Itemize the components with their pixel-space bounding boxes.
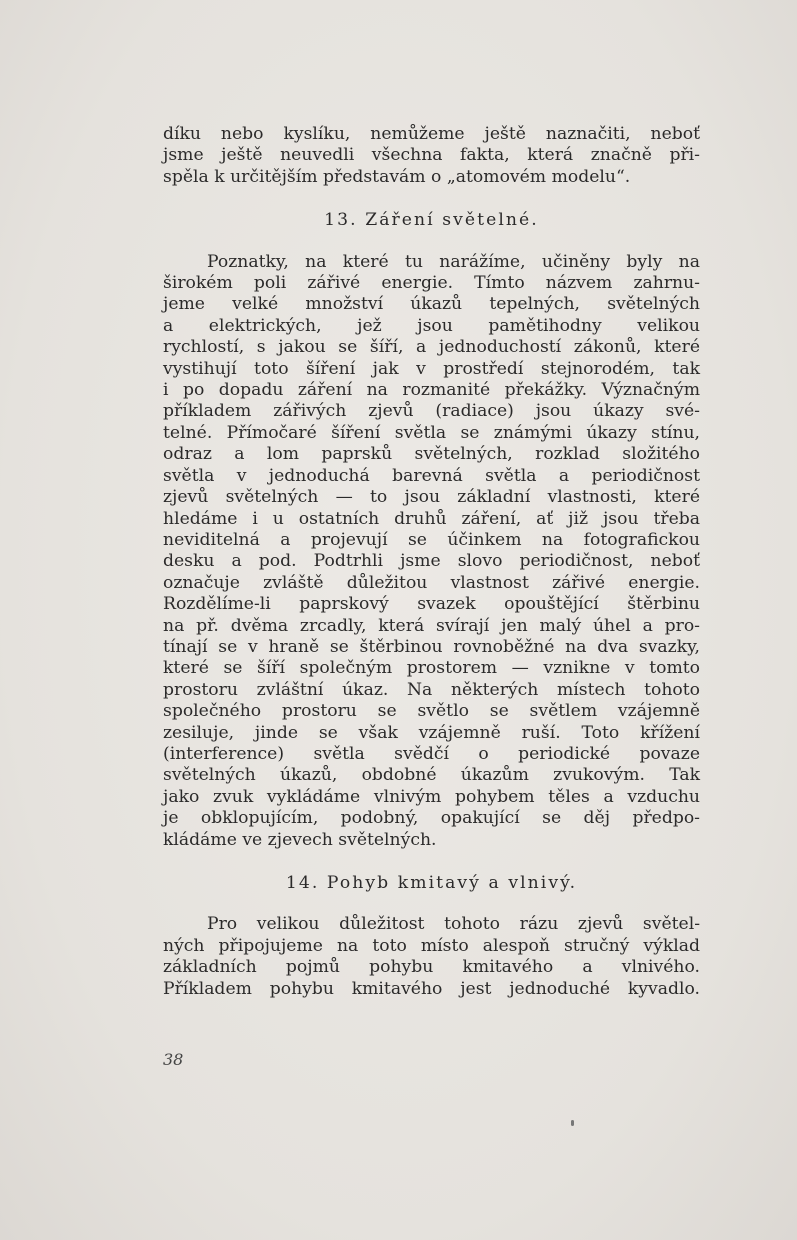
intro-paragraph bbox=[163, 124, 700, 188]
text-line: desku a pod. Podtrhli jsme slovo periodičnost, neboť bbox=[163, 551, 700, 572]
text-line: širokém poli zářivé energie. Tímto názvem zahrnu- bbox=[163, 273, 700, 294]
text-line: prostoru zvláštní úkaz. Na některých místech tohoto bbox=[163, 679, 700, 700]
text-line: zesiluje, jinde se však vzájemně ruší. Toto křížení bbox=[163, 722, 700, 743]
text-line: neviditelná a projevují se účinkem na fotografickou bbox=[163, 529, 700, 550]
page-number: 38 bbox=[163, 1050, 184, 1069]
text-line: kládáme ve zjevech světelných. bbox=[163, 829, 437, 850]
section-14-heading: 14. Pohyb kmitavý a vlnivý. bbox=[285, 873, 578, 893]
text-line: hledáme i u ostatních druhů záření, ať již jsou třeba bbox=[163, 508, 700, 529]
text-line: jeme velké množství úkazů tepelných, světelných bbox=[163, 294, 700, 315]
text-line: vystihují toto šíření jak v prostředí stejnorodém, tak bbox=[163, 358, 700, 379]
text-line: na př. dvěma zrcadly, která svírají jen malý úhel a pro- bbox=[163, 615, 700, 636]
section-13-paragraph bbox=[163, 252, 700, 851]
text-line: tínají se v hraně se štěrbinou rovnoběžné na dva svazky, bbox=[163, 636, 700, 657]
text-line: Pro velikou důležitost tohoto rázu zjevů světel- bbox=[207, 914, 700, 935]
text-block bbox=[163, 124, 700, 1000]
text-line: označuje zvláště důležitou vlastnost zářivé energie. bbox=[163, 572, 700, 593]
text-line: Poznatky, na které tu narážíme, učiněny byly na bbox=[207, 251, 700, 272]
section-14-paragraph bbox=[163, 914, 700, 1000]
text-line: ných připojujeme na toto místo alespoň stručný výklad bbox=[163, 935, 700, 956]
text-line: Rozdělíme-li paprskový svazek opouštějící štěrbinu bbox=[163, 594, 700, 615]
text-line: společného prostoru se světlo se světlem vzájemně bbox=[163, 701, 700, 722]
section-13-heading: 13. Záření světelné. bbox=[324, 210, 539, 231]
text-line: zjevů světelných — to jsou základní vlastnosti, které bbox=[163, 487, 700, 508]
text-line: je obklopujícím, podobný, opakující se děj předpo- bbox=[163, 808, 700, 829]
text-line: světelných úkazů, obdobné úkazům zvukovým. Tak bbox=[163, 765, 700, 786]
text-line: i po dopadu záření na rozmanité překážky. Význačným bbox=[163, 380, 700, 401]
text-line: jsme ještě neuvedli všechna fakta, která značně při- bbox=[163, 145, 700, 166]
text-line: spěla k určitějším představám o „atomovém modelu“. bbox=[163, 166, 631, 187]
text-line: základních pojmů pohybu kmitavého a vlnivého. bbox=[163, 957, 700, 978]
text-line: Příkladem pohybu kmitavého jest jednoduché kyvadlo. bbox=[163, 978, 700, 999]
text-line: jako zvuk vykládáme vlnivým pohybem těles a vzduchu bbox=[163, 786, 700, 807]
text-line: telné. Přímočaré šíření světla se známými úkazy stínu, bbox=[163, 422, 700, 443]
text-line: příkladem zářivých zjevů (radiace) jsou úkazy své- bbox=[163, 401, 700, 422]
paper-speck bbox=[571, 1120, 574, 1126]
text-line: (interference) světla svědčí o periodické povaze bbox=[163, 743, 700, 764]
text-line: a elektrických, jež jsou pamětihodny velikou bbox=[163, 315, 700, 336]
text-line: odraz a lom paprsků světelných, rozklad složitého bbox=[163, 444, 700, 465]
text-line: světla v jednoduchá barevná světla a periodičnost bbox=[163, 465, 700, 486]
text-line: díku nebo kyslíku, nemůžeme ještě naznačiti, neboť bbox=[163, 124, 700, 144]
text-line: rychlostí, s jakou se šíří, a jednoduchostí zákonů, které bbox=[163, 337, 700, 358]
text-line: které se šíří společným prostorem — vznikne v tomto bbox=[163, 658, 700, 679]
